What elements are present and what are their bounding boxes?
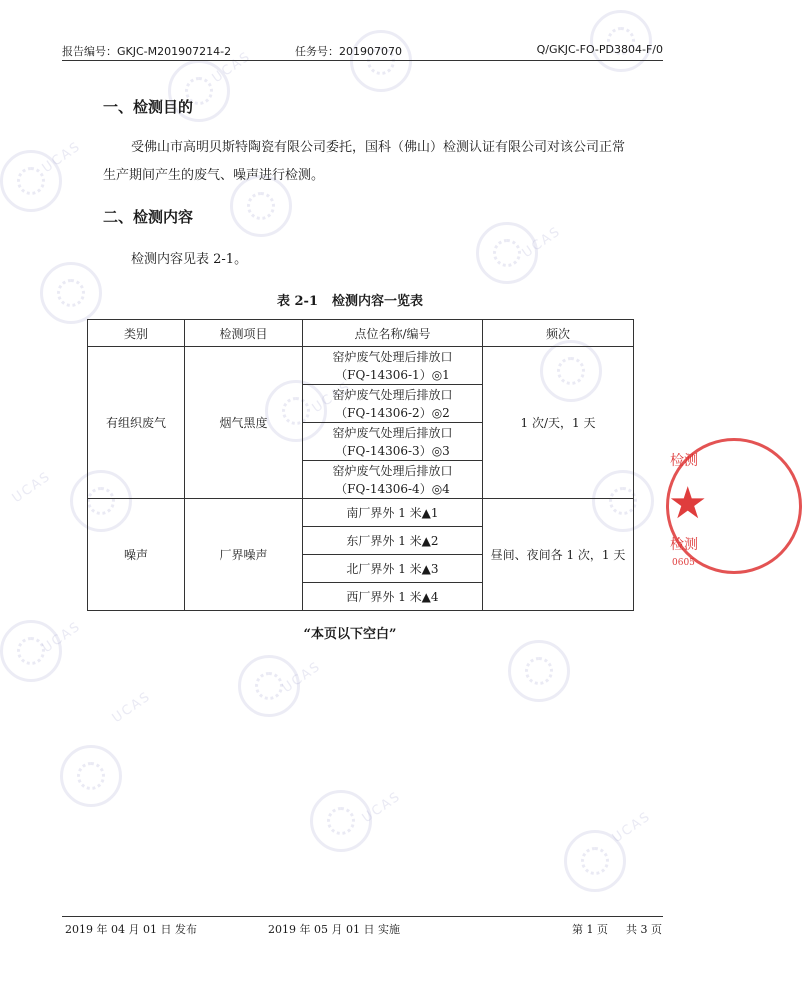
point-cell: 东厂界外 1 米▲2	[303, 527, 483, 555]
inspection-table	[87, 319, 634, 611]
footer-divider	[62, 916, 663, 917]
report-number: 报告编号：GKJC-M201907214-2	[62, 45, 232, 58]
document-code: Q/GKJC-FO-PD3804-F/0	[536, 43, 663, 56]
table-title: 检测内容一览表	[332, 294, 424, 309]
task-number: 任务号：201907070	[295, 45, 402, 58]
table-number: 表 2-1	[276, 294, 318, 309]
star-icon: ★	[668, 478, 708, 529]
header-divider	[62, 60, 663, 61]
header-frequency: 频次	[483, 320, 634, 347]
page-total: 共 3 页	[626, 923, 662, 936]
table-row	[88, 499, 634, 527]
point-cell: 西厂界外 1 米▲4	[303, 583, 483, 611]
table-header-row	[88, 320, 634, 347]
frequency-cell: 昼间、夜间各 1 次，1 天	[483, 499, 634, 611]
item-cell: 厂界噪声	[185, 499, 303, 611]
point-cell: 南厂界外 1 米▲1	[303, 499, 483, 527]
category-cell: 噪声	[88, 499, 185, 611]
table-caption	[0, 290, 700, 309]
header-category: 类别	[88, 320, 185, 347]
official-stamp: 检测 ★ 检测 0605	[660, 438, 700, 576]
point-cell: 窑炉废气处理后排放口 （FQ-14306-3）◎3	[303, 423, 483, 461]
header-point: 点位名称/编号	[303, 320, 483, 347]
effective-date: 2019 年 05 月 01 日 实施	[268, 923, 400, 936]
page-number: 第 1 页	[572, 923, 608, 936]
point-cell: 北厂界外 1 米▲3	[303, 555, 483, 583]
category-cell: 有组织废气	[88, 347, 185, 499]
point-cell: 窑炉废气处理后排放口 （FQ-14306-1）◎1	[303, 347, 483, 385]
publish-date: 2019 年 04 月 01 日 发布	[65, 923, 197, 936]
section-text-content: 检测内容见表 2-1。	[131, 252, 248, 267]
point-cell: 窑炉废气处理后排放口 （FQ-14306-4）◎4	[303, 461, 483, 499]
blank-note: “本页以下空白”	[303, 627, 397, 642]
table-row	[88, 347, 634, 385]
frequency-cell: 1 次/天，1 天	[483, 347, 634, 499]
header-item: 检测项目	[185, 320, 303, 347]
point-cell: 窑炉废气处理后排放口 （FQ-14306-2）◎2	[303, 385, 483, 423]
section-text-purpose: 受佛山市高明贝斯特陶瓷有限公司委托，国科（佛山）检测认证有限公司对该公司正常生产期间产生的废气、噪声进行检测。	[103, 140, 626, 183]
section-title-content: 二、检测内容	[103, 208, 194, 226]
item-cell: 烟气黑度	[185, 347, 303, 499]
section-title-purpose: 一、检测目的	[103, 98, 194, 116]
